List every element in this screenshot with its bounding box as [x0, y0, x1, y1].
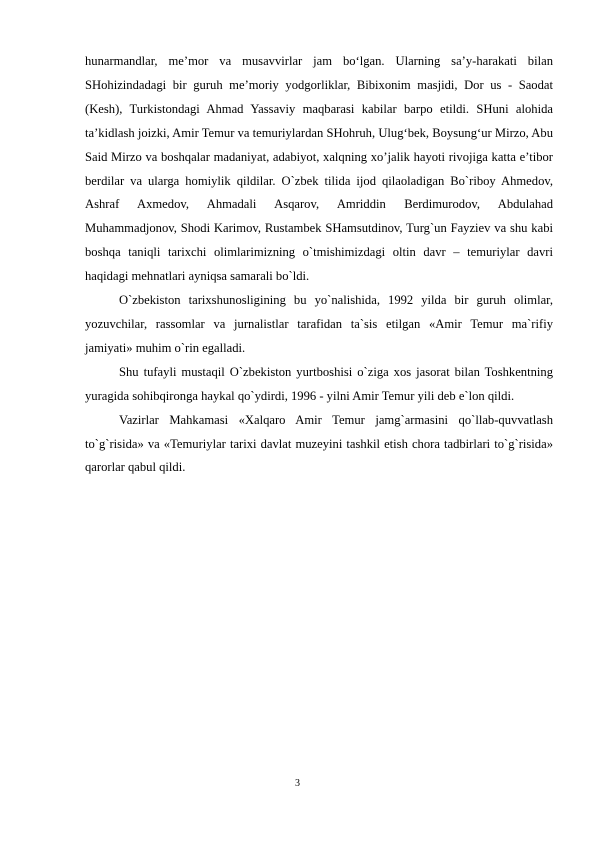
paragraph-decrees: Vazirlar Mahkamasi «Xalqaro Amir Temur jamg`armasini qo`llab-quvvatlash to`g`risida» va «Temuriylar tarixi davlat muzeyini tashkil etish chora tadbirlari to`g`risida» qarorlar qabul qildi. — [85, 412, 553, 475]
paragraph-continuation: hunarmandlar, me’mor va musavvirlar jam bo‘lgan. Ularning sa’y-harakati bilan SHohizindadagi bir guruh me’moriy yodgorliklar, Bibixonim masjidi, Dor us - Saodat (Kesh), Turkistondagi Ahmad Yassaviy maqbarasi kabilar barpo etildi. SHuni alohida ta’kidlash joizki, Amir Temur va temuriylardan SHohruh, Ulug‘bek, Boysung‘ur Mirzo, Abu Said Mirzo va boshqalar madaniyat, adabiyot, xalqning xo’jalik hayoti rivojiga katta e’tibor berdilar va ularga homiylik qildilar. O`zbek tilida ijod qilaoladigan Bo`riboy Ahmedov, Ashraf Axmedov, Ahmadali Asqarov, Amriddin Berdimurodov, Abdulahad Muhammadjonov, Shodi Karimov, Rustambek SHamsutdinov, Turg`un Fayziev va shu kabi boshqa taniqli tarixchi olimlarimizning o`tmishimizdagi oltin davr – temuriylar davri haqidagi mehnatlari ayniqsa samarali bo`ldi. — [85, 54, 553, 284]
text-body — [85, 50, 553, 480]
paragraph-monument: Shu tufayli mustaqil O`zbekiston yurtboshisi o`ziga xos jasorat bilan Toshkentning yuragida sohibqironga haykal qo`ydirdi, 1996 - yilni Amir Temur yili deb e`lon qildi. — [85, 364, 553, 403]
paragraph-society: O`zbekiston tarixshunosligining bu yo`nalishida, 1992 yilda bir guruh olimlar, yozuvchilar, rassomlar va jurnalistlar tarafidan ta`sis etilgan «Amir Temur ma`rifiy jamiyati» muhim o`rin egalladi. — [85, 293, 553, 355]
page-number: 3 — [295, 778, 300, 789]
